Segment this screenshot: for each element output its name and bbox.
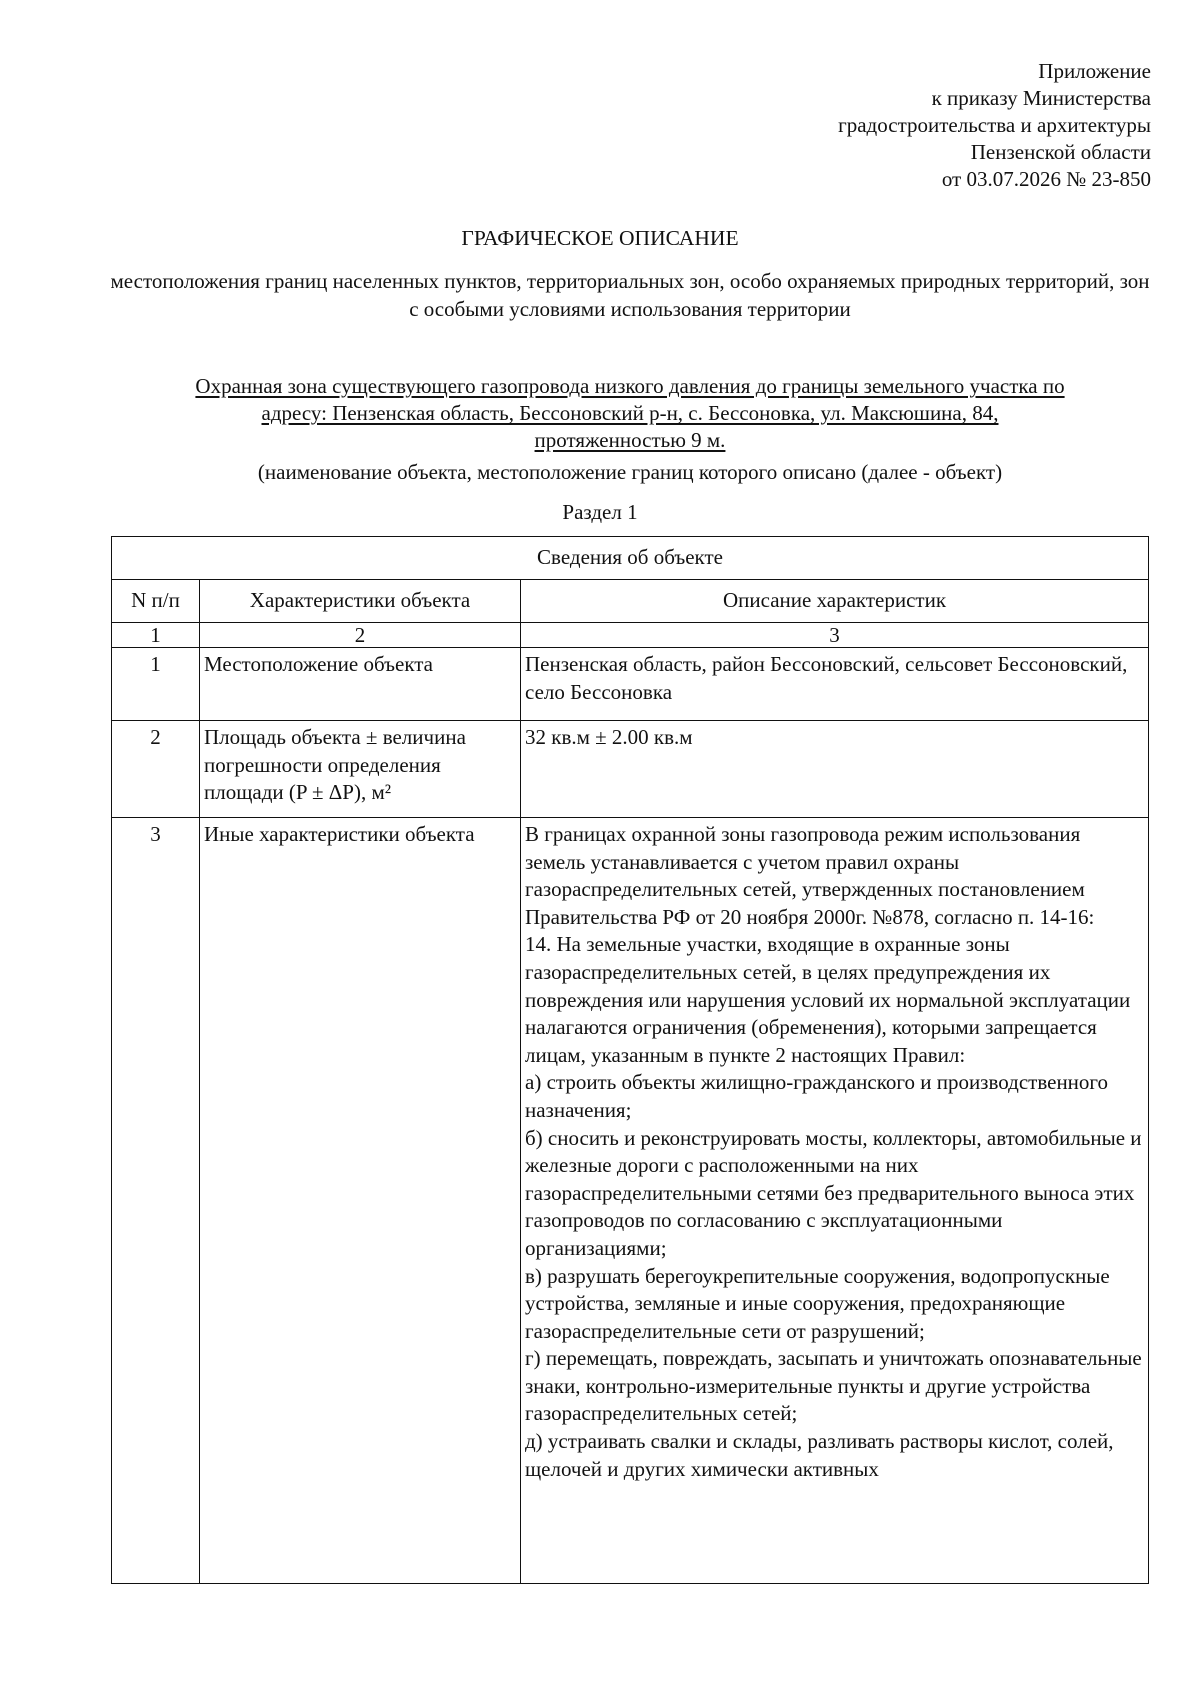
table-heading: Сведения об объекте [112, 537, 1149, 580]
table-row [112, 648, 1149, 721]
object-name-line: Охранная зона существующего газопровода низкого давления до границы земельного участка по [195, 374, 1065, 398]
document-title: ГРАФИЧЕСКОЕ ОПИСАНИЕ [461, 226, 739, 250]
description-paragraph: б) сносить и реконструировать мосты, коллекторы, автомобильные и железные дороги с расположенными на них газораспределительными сетями без предварительного выноса этих газопроводов по согласованию с эксплуатационными организациями; [525, 1125, 1142, 1260]
row-number: 2 [112, 721, 200, 818]
column-number: 3 [521, 623, 1149, 648]
appendix-line: от 03.07.2026 № 23-850 [941, 167, 1151, 191]
description-paragraph: д) устраивать свалки и склады, разливать растворы кислот, солей, щелочей и других химически активных [525, 1429, 1114, 1481]
object-info-table [111, 536, 1149, 1584]
appendix-line: Приложение [1038, 59, 1151, 83]
column-header-characteristic: Характеристики объекта [200, 580, 521, 623]
row-characteristic: Площадь объекта ± величина погрешности определения площади (P ± ΔP), м² [200, 721, 521, 818]
column-header-number: N п/п [112, 580, 200, 623]
row-description: 32 кв.м ± 2.00 кв.м [521, 721, 1149, 818]
row-characteristic: Местоположение объекта [200, 648, 521, 721]
column-number: 1 [112, 623, 200, 648]
object-name-caption: (наименование объекта, местоположение границ которого описано (далее - объект) [257, 460, 1003, 484]
row-characteristic: Иные характеристики объекта [200, 818, 521, 1584]
object-name [110, 373, 1150, 454]
row-number: 3 [112, 818, 200, 1584]
description-paragraph: В границах охранной зоны газопровода режим использования земель устанавливается с учетом правил охраны газораспределительных сетей, утвержденных постановлением Правительства РФ от 20 ноября 2000г. №878, согласно п. 14-16: [525, 822, 1095, 929]
row-description [521, 818, 1149, 1584]
section-label: Раздел 1 [562, 500, 638, 524]
row-number: 1 [112, 648, 200, 721]
appendix-header [551, 58, 1151, 193]
column-header-description: Описание характеристик [521, 580, 1149, 623]
table-row [112, 818, 1149, 1584]
description-paragraph: в) разрушать берегоукрепительные сооружения, водопропускные устройства, земляные и иные сооружения, предохраняющие газораспределительные сети от разрушений; [525, 1263, 1110, 1343]
object-name-line: протяженностью 9 м. [534, 428, 726, 452]
document-subtitle: местоположения границ населенных пунктов, территориальных зон, особо охраняемых природных территорий, зон с особыми условиями использования территории [110, 269, 1150, 321]
description-paragraph: а) строить объекты жилищно-гражданского и производственного назначения; [525, 1070, 1109, 1122]
description-paragraph: г) перемещать, повреждать, засыпать и уничтожать опознавательные знаки, контрольно-измерительные пункты и другие устройства газораспределительных сетей; [525, 1346, 1142, 1426]
row-description: Пензенская область, район Бессоновский, сельсовет Бессоновский, село Бессоновка [521, 648, 1149, 721]
appendix-line: градостроительства и архитектуры [838, 113, 1151, 137]
column-number: 2 [200, 623, 521, 648]
table-row [112, 721, 1149, 818]
appendix-line: Пензенской области [970, 140, 1151, 164]
appendix-line: к приказу Министерства [931, 86, 1151, 110]
description-paragraph: 14. На земельные участки, входящие в охранные зоны газораспределительных сетей, в целях предупреждения их повреждения или нарушения условий их нормальной эксплуатации налагаются ограничения (обременения), которыми запрещается лицам, указанным в пункте 2 настоящих Правил: [525, 932, 1131, 1067]
object-name-line: адресу: Пензенская область, Бессоновский р-н, с. Бессоновка, ул. Максюшина, 84, [261, 401, 999, 425]
